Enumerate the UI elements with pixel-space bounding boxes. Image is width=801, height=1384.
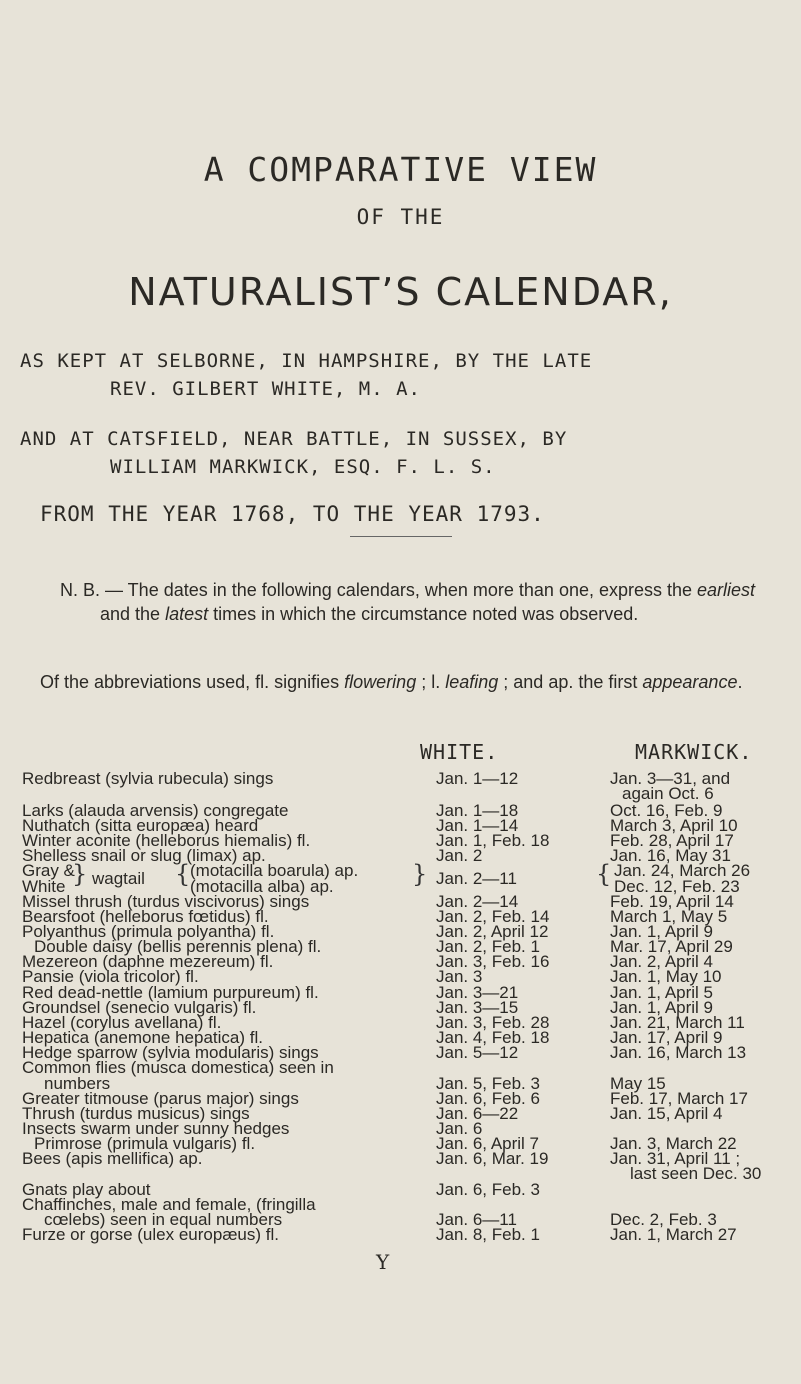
table-row-subject: Redbreast (sylvia rubecula) sings xyxy=(22,769,274,788)
table-row-white: Jan. 1—18 xyxy=(436,800,519,820)
table-row-markwick: Feb. 17, March 17 xyxy=(610,1088,748,1108)
table-row-white: Jan. 3—15 xyxy=(436,997,519,1017)
table-row-markwick: Jan. 21, March 11 xyxy=(610,1012,745,1032)
table-row-markwick: Oct. 16, Feb. 9 xyxy=(610,800,723,820)
table-row-subject: Missel thrush (turdus viscivorus) sings xyxy=(22,891,310,911)
table-row-white: Jan. 4, Feb. 18 xyxy=(436,1028,550,1048)
table-row-subject: Red dead-nettle (lamium purpureum) fl. xyxy=(22,982,319,1002)
nb-and: and the xyxy=(100,604,161,624)
table-row-white: Jan. 8, Feb. 1 xyxy=(436,1225,540,1244)
table-row-subject: Gnats play about xyxy=(22,1179,151,1199)
table-row-subject: Polyanthus (primula polyantha) fl. xyxy=(22,922,275,941)
table-row-subject: Common flies (musca domestica) seen in xyxy=(22,1058,334,1078)
signature-mark: Y xyxy=(376,1250,390,1274)
table-row-subject: Shelless snail or slug (limax) ap. xyxy=(22,846,266,866)
table-row-white: Jan. 2—11 xyxy=(436,868,517,888)
table-row-markwick: again Oct. 6 xyxy=(622,784,714,804)
subtitle-line-2: REV. GILBERT WHITE, M. A. xyxy=(110,378,421,400)
table-row-markwick: Jan. 1, May 10 xyxy=(610,967,722,987)
nb-suffix: times in which the circumstance noted was observed. xyxy=(208,604,639,624)
table-row-markwick: Jan. 1, April 9 xyxy=(610,922,714,941)
brace-icon: } xyxy=(412,860,428,889)
title-of: OF THE xyxy=(356,205,445,229)
table-row-markwick: Jan. 3—31, and xyxy=(610,769,731,788)
table-row-white: Jan. 2, Feb. 1 xyxy=(436,937,540,957)
brace-icon: { xyxy=(175,860,191,889)
table-row-subject: Insects swarm under sunny hedges xyxy=(22,1118,290,1138)
table-row-subject: Primrose (primula vulgaris) fl. xyxy=(34,1134,256,1154)
table-row-white: Jan. 1, Feb. 18 xyxy=(436,831,550,851)
table-row-subject: Winter aconite (helleborus hiemalis) fl. xyxy=(22,831,311,851)
table-row-subject: Bees (apis mellifica) ap. xyxy=(22,1149,203,1169)
table-row-markwick: March 1, May 5 xyxy=(610,906,728,926)
column-header-markwick: MARKWICK. xyxy=(635,740,753,764)
decorative-rule xyxy=(350,536,452,537)
table-row-subject: Greater titmouse (parus major) sings xyxy=(22,1088,299,1108)
nb-latest: latest xyxy=(165,604,209,624)
table-row-markwick: Feb. 19, April 14 xyxy=(610,891,734,911)
column-header-white: WHITE. xyxy=(420,740,499,764)
subtitle-line-4: WILLIAM MARKWICK, ESQ. F. L. S. xyxy=(110,456,496,478)
table-row-markwick: Jan. 17, April 9 xyxy=(610,1028,723,1048)
table-row-markwick: Jan. 16, March 13 xyxy=(610,1043,747,1063)
table-row-subject: Larks (alauda arvensis) congregate xyxy=(22,800,289,820)
table-row-subject: Nuthatch (sitta europæa) heard xyxy=(22,815,259,835)
abbr-mid2: ; and ap. the first xyxy=(498,672,643,692)
table-row-markwick: Jan. 1, March 27 xyxy=(610,1225,737,1244)
table-row-subject: Pansie (viola tricolor) fl. xyxy=(22,967,199,987)
abbr-mid: ; l. xyxy=(416,672,446,692)
table-row-white: Jan. 3, Feb. 28 xyxy=(436,1012,550,1032)
table-row-markwick: last seen Dec. 30 xyxy=(630,1164,762,1184)
table-row-markwick: Jan. 15, April 4 xyxy=(610,1103,723,1123)
table-row-subject: Bearsfoot (helleborus fœtidus) fl. xyxy=(22,906,269,926)
table-row-subject: (motacilla alba) ap. xyxy=(190,876,334,896)
brace-icon: } xyxy=(72,860,88,889)
table-row-subject: White xyxy=(22,876,66,896)
table-row-subject: (motacilla boarula) ap. xyxy=(190,861,359,881)
subtitle-line-3: AND AT CATSFIELD, NEAR BATTLE, IN SUSSEX, BY xyxy=(20,428,568,450)
table-row-white: Jan. 6, April 7 xyxy=(436,1134,540,1154)
table-row-markwick: Jan. 1, April 5 xyxy=(610,982,714,1002)
abbr-leafing: leafing xyxy=(445,672,499,692)
abbreviation-note xyxy=(40,670,780,694)
table-row-subject: wagtail xyxy=(92,868,145,888)
table-row-white: Jan. 3—21 xyxy=(436,982,519,1002)
table-row-markwick: Dec. 2, Feb. 3 xyxy=(610,1209,717,1229)
brace-icon: { xyxy=(596,860,612,889)
page-title: A COMPARATIVE VIEW xyxy=(203,150,598,189)
table-row-white: Jan. 6—22 xyxy=(436,1103,519,1123)
nb-note xyxy=(60,578,780,626)
table-row-markwick: Feb. 28, April 17 xyxy=(610,831,734,851)
table-row-subject: Furze or gorse (ulex europæus) fl. xyxy=(22,1225,279,1244)
abbr-end: . xyxy=(737,672,743,692)
table-row-subject: Hedge sparrow (sylvia modularis) sings xyxy=(22,1043,319,1063)
table-row-white: Jan. 1—12 xyxy=(436,769,519,788)
table-row-markwick: Jan. 2, April 4 xyxy=(610,952,714,972)
table-row-white: Jan. 6, Feb. 6 xyxy=(436,1088,540,1108)
table-row-subject: numbers xyxy=(44,1073,111,1093)
table-row-white: Jan. 2—14 xyxy=(436,891,519,911)
table-row-subject: Hazel (corylus avellana) fl. xyxy=(22,1012,222,1032)
nb-text: N. B. — The dates in the following calendars, when more than one, express the xyxy=(60,580,698,600)
abbr-text: Of the abbreviations used, fl. signifies xyxy=(40,672,345,692)
subtitle-line-5: FROM THE YEAR 1768, TO THE YEAR 1793. xyxy=(40,502,545,526)
table-row-subject: Hepatica (anemone hepatica) fl. xyxy=(22,1028,263,1048)
table-row-white: Jan. 6—11 xyxy=(436,1209,517,1229)
table-row-white: Jan. 6 xyxy=(436,1118,483,1138)
table-row-markwick: May 15 xyxy=(610,1073,666,1093)
table-row-white: Jan. 5, Feb. 3 xyxy=(436,1073,540,1093)
table-row-subject: Thrush (turdus musicus) sings xyxy=(22,1103,250,1123)
table-row-markwick: Jan. 24, March 26 xyxy=(614,861,751,881)
table-row-subject: cœlebs) seen in equal numbers xyxy=(44,1209,283,1229)
table-row-markwick: Dec. 12, Feb. 23 xyxy=(614,876,740,896)
abbr-flowering: flowering xyxy=(344,672,417,692)
table-row-subject: Chaffinches, male and female, (fringilla xyxy=(22,1194,316,1214)
table-row-white: Jan. 5—12 xyxy=(436,1043,519,1063)
abbr-appearance: appearance xyxy=(642,672,738,692)
table-row-markwick: Jan. 1, April 9 xyxy=(610,997,714,1017)
nb-earliest: earliest xyxy=(697,580,756,600)
table-row-subject: Groundsel (senecio vulgaris) fl. xyxy=(22,997,257,1017)
table-row-markwick: Jan. 3, March 22 xyxy=(610,1134,737,1154)
table-row-white: Jan. 6, Mar. 19 xyxy=(436,1149,549,1169)
table-row-markwick: Jan. 31, April 11 ; xyxy=(610,1149,741,1169)
table-row-subject: Gray & xyxy=(22,861,75,881)
table-row-white: Jan. 1—14 xyxy=(436,815,519,835)
table-row-white: Jan. 2, Feb. 14 xyxy=(436,906,550,926)
table-row-markwick: Jan. 16, May 31 xyxy=(610,846,731,866)
table-row-white: Jan. 2 xyxy=(436,846,483,866)
table-row-markwick: Mar. 17, April 29 xyxy=(610,937,733,957)
main-title: NATURALIST’S CALENDAR, xyxy=(128,270,673,314)
table-row-markwick: March 3, April 10 xyxy=(610,815,738,835)
table-row-subject: Mezereon (daphne mezereum) fl. xyxy=(22,952,274,972)
table-row-white: Jan. 6, Feb. 3 xyxy=(436,1179,540,1199)
table-row-white: Jan. 3, Feb. 16 xyxy=(436,952,550,972)
table-row-subject: Double daisy (bellis perennis plena) fl. xyxy=(34,937,322,957)
table-row-white: Jan. 3 xyxy=(436,967,483,987)
subtitle-line-1: AS KEPT AT SELBORNE, IN HAMPSHIRE, BY THE LATE xyxy=(20,350,593,372)
table-row-white: Jan. 2, April 12 xyxy=(436,922,549,941)
